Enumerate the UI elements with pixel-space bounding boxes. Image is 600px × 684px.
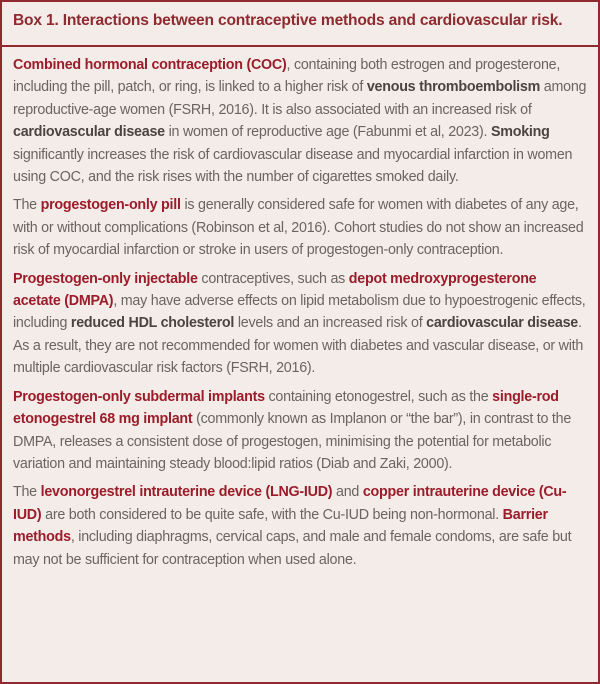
body-text: among reproductive-age women (FSRH, 2016). It is also associated with an increased risk of: [13, 79, 587, 118]
paragraph-coc: [13, 54, 587, 188]
body-text: levels and an increased risk of: [234, 315, 427, 332]
box-title: Box 1. Interactions between contraceptive methods and cardiovascular risk.: [13, 12, 563, 29]
paragraph-progestogen-only-pill: [13, 194, 587, 261]
body-text: significantly increases the risk of cardiovascular disease and myocardial infarction in women using COC, and the risk rises with the number of cigarettes smoked daily.: [13, 146, 573, 186]
body-text: The: [13, 197, 41, 214]
paragraph-progestogen-injectable: [13, 268, 587, 380]
body-text: The: [13, 484, 41, 501]
body-text: are both considered to be quite safe, with the Cu-IUD being non-hormonal.: [41, 506, 503, 523]
body-text: in women of reproductive age (Fabunmi et al, 2023).: [164, 124, 491, 141]
body-text: . As a result, they are not recommended for women with diabetes and vascular disease, or with multiple cardiovascular risk factors (FSRH, 2016).: [13, 315, 584, 377]
body-text: contraceptives, such as: [197, 270, 349, 287]
key-term-highlight: copper intrauterine device (Cu-IUD): [13, 484, 567, 523]
box-body: [2, 47, 598, 571]
emphasis-term: reduced HDL cholesterol: [70, 315, 235, 332]
key-term-highlight: Barrier methods: [13, 506, 548, 546]
key-term-highlight: depot medroxyprogesterone acetate (DMPA): [13, 270, 537, 310]
emphasis-term: cardiovascular disease: [426, 315, 579, 332]
key-term-highlight: Progestogen-only injectable: [13, 270, 198, 287]
body-text: , may have adverse effects on lipid metabolism due to hypoestrogenic effects, including: [13, 293, 586, 332]
paragraph-iud-barrier: [13, 481, 587, 571]
emphasis-term: cardiovascular disease: [13, 124, 165, 141]
key-term-highlight: levonorgestrel intrauterine device (LNG-IUD): [40, 484, 333, 501]
key-term-highlight: Progestogen-only subdermal implants: [13, 388, 265, 405]
paragraph-subdermal-implants: [13, 386, 587, 476]
body-text: (commonly known as Implanon or “the bar”), in contrast to the DMPA, releases a consistent dose of progestogen, minimising the potential for metabolic variation and maintaining steady blood:lipid ratios (Diab and Zaki, 2000).: [13, 411, 572, 472]
body-text: and: [332, 484, 363, 501]
box-header: [2, 2, 598, 47]
body-text: containing etonogestrel, such as the: [264, 388, 493, 405]
body-text: is generally considered safe for women with diabetes of any age, with or without complications (Robinson et al, 2016). Cohort studies do not show an increased risk of myocardial infarction or stroke in users of progestogen-only contraception.: [13, 197, 584, 259]
key-term-highlight: single-rod etonogestrel 68 mg implant: [13, 388, 559, 428]
emphasis-term: Smoking: [490, 124, 550, 141]
key-term-highlight: progestogen-only pill: [40, 197, 181, 214]
body-text: , containing both estrogen and progesterone, including the pill, patch, or ring, is linked to a higher risk of: [13, 57, 561, 96]
emphasis-term: venous thromboembolism: [366, 79, 541, 96]
body-text: , including diaphragms, cervical caps, and male and female condoms, are safe but may not be sufficient for contraception when used alone.: [13, 529, 572, 568]
key-term-highlight: Combined hormonal contraception (COC): [13, 57, 287, 73]
